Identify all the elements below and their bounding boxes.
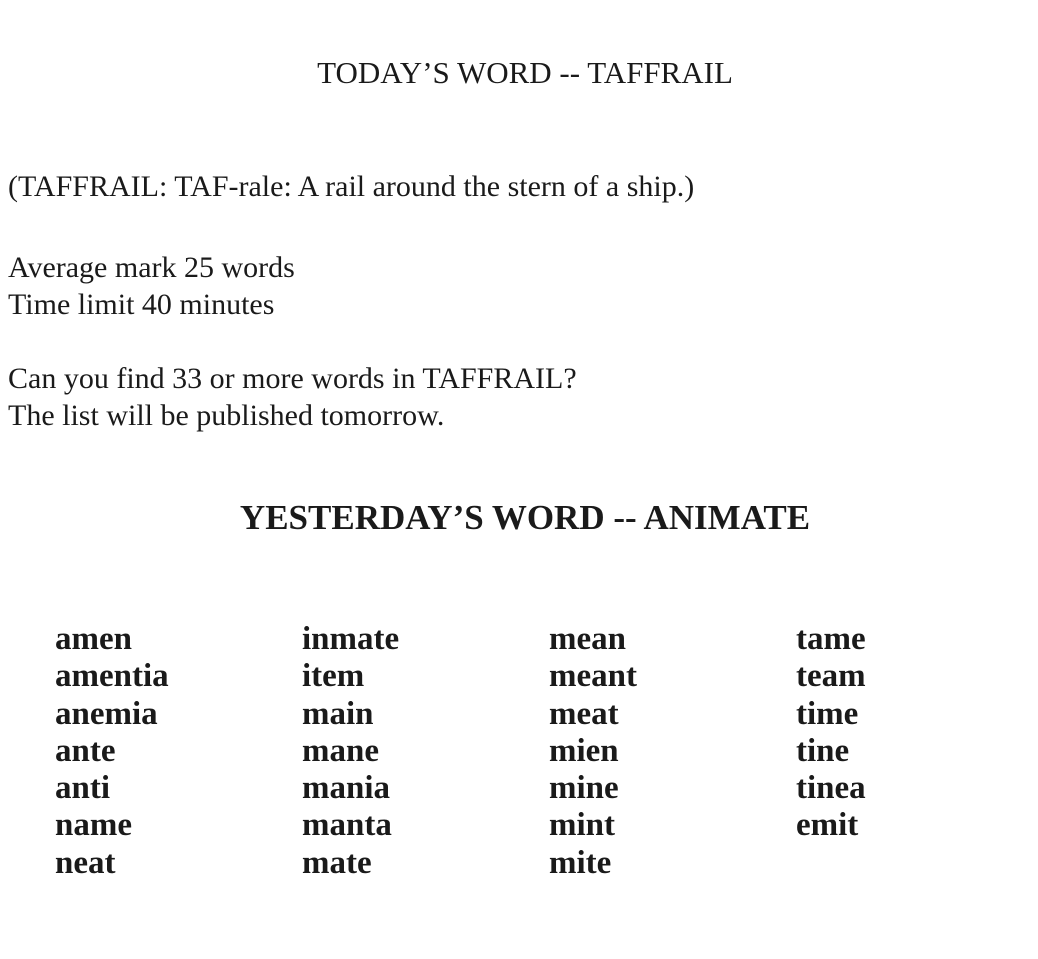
answer-word: mania <box>302 770 391 807</box>
challenge-question: Can you find 33 or more words in TAFFRAIL? <box>8 362 577 395</box>
word-column-4 <box>796 621 1038 882</box>
answer-word: mien <box>549 732 619 769</box>
answer-word: inmate <box>302 621 400 657</box>
answer-word: neat <box>55 844 116 881</box>
answer-word: meat <box>549 695 619 732</box>
answer-word: manta <box>302 807 392 844</box>
answer-word: mean <box>549 621 626 657</box>
answer-word: emit <box>796 807 859 844</box>
answer-word: main <box>302 695 374 732</box>
answer-word: meant <box>549 658 637 695</box>
answer-word: mate <box>302 844 372 881</box>
word-column-1 <box>55 621 302 882</box>
word-column-2 <box>302 621 549 882</box>
word-column-3 <box>549 621 796 882</box>
answer-word: time <box>796 695 859 732</box>
yesterdays-word-title: YESTERDAY’S WORD -- ANIMATE <box>239 498 811 537</box>
answer-word: mint <box>549 807 615 844</box>
answer-word: team <box>796 658 866 695</box>
word-definition: (TAFFRAIL: TAF-rale: A rail around the stern of a ship.) <box>8 170 695 203</box>
answer-word: mine <box>549 770 619 807</box>
answer-word: item <box>302 658 365 695</box>
average-mark: Average mark 25 words <box>8 251 295 284</box>
publish-notice: The list will be published tomorrow. <box>8 399 445 432</box>
answer-word: amen <box>55 621 132 657</box>
answer-word-list <box>55 621 1038 882</box>
answer-word: anemia <box>55 695 158 732</box>
answer-word: mane <box>302 732 379 769</box>
answer-word: tinea <box>796 770 866 807</box>
answer-word: anti <box>55 770 111 807</box>
answer-word: amentia <box>55 658 169 695</box>
todays-word-title: TODAY’S WORD -- TAFFRAIL <box>317 55 733 90</box>
time-limit: Time limit 40 minutes <box>8 288 275 321</box>
answer-word: tame <box>796 621 866 657</box>
puzzle-stats <box>8 249 295 323</box>
answer-word: ante <box>55 732 116 769</box>
answer-word: mite <box>549 844 612 881</box>
challenge-text <box>8 360 577 434</box>
answer-word: tine <box>796 732 850 769</box>
answer-word: name <box>55 807 132 844</box>
